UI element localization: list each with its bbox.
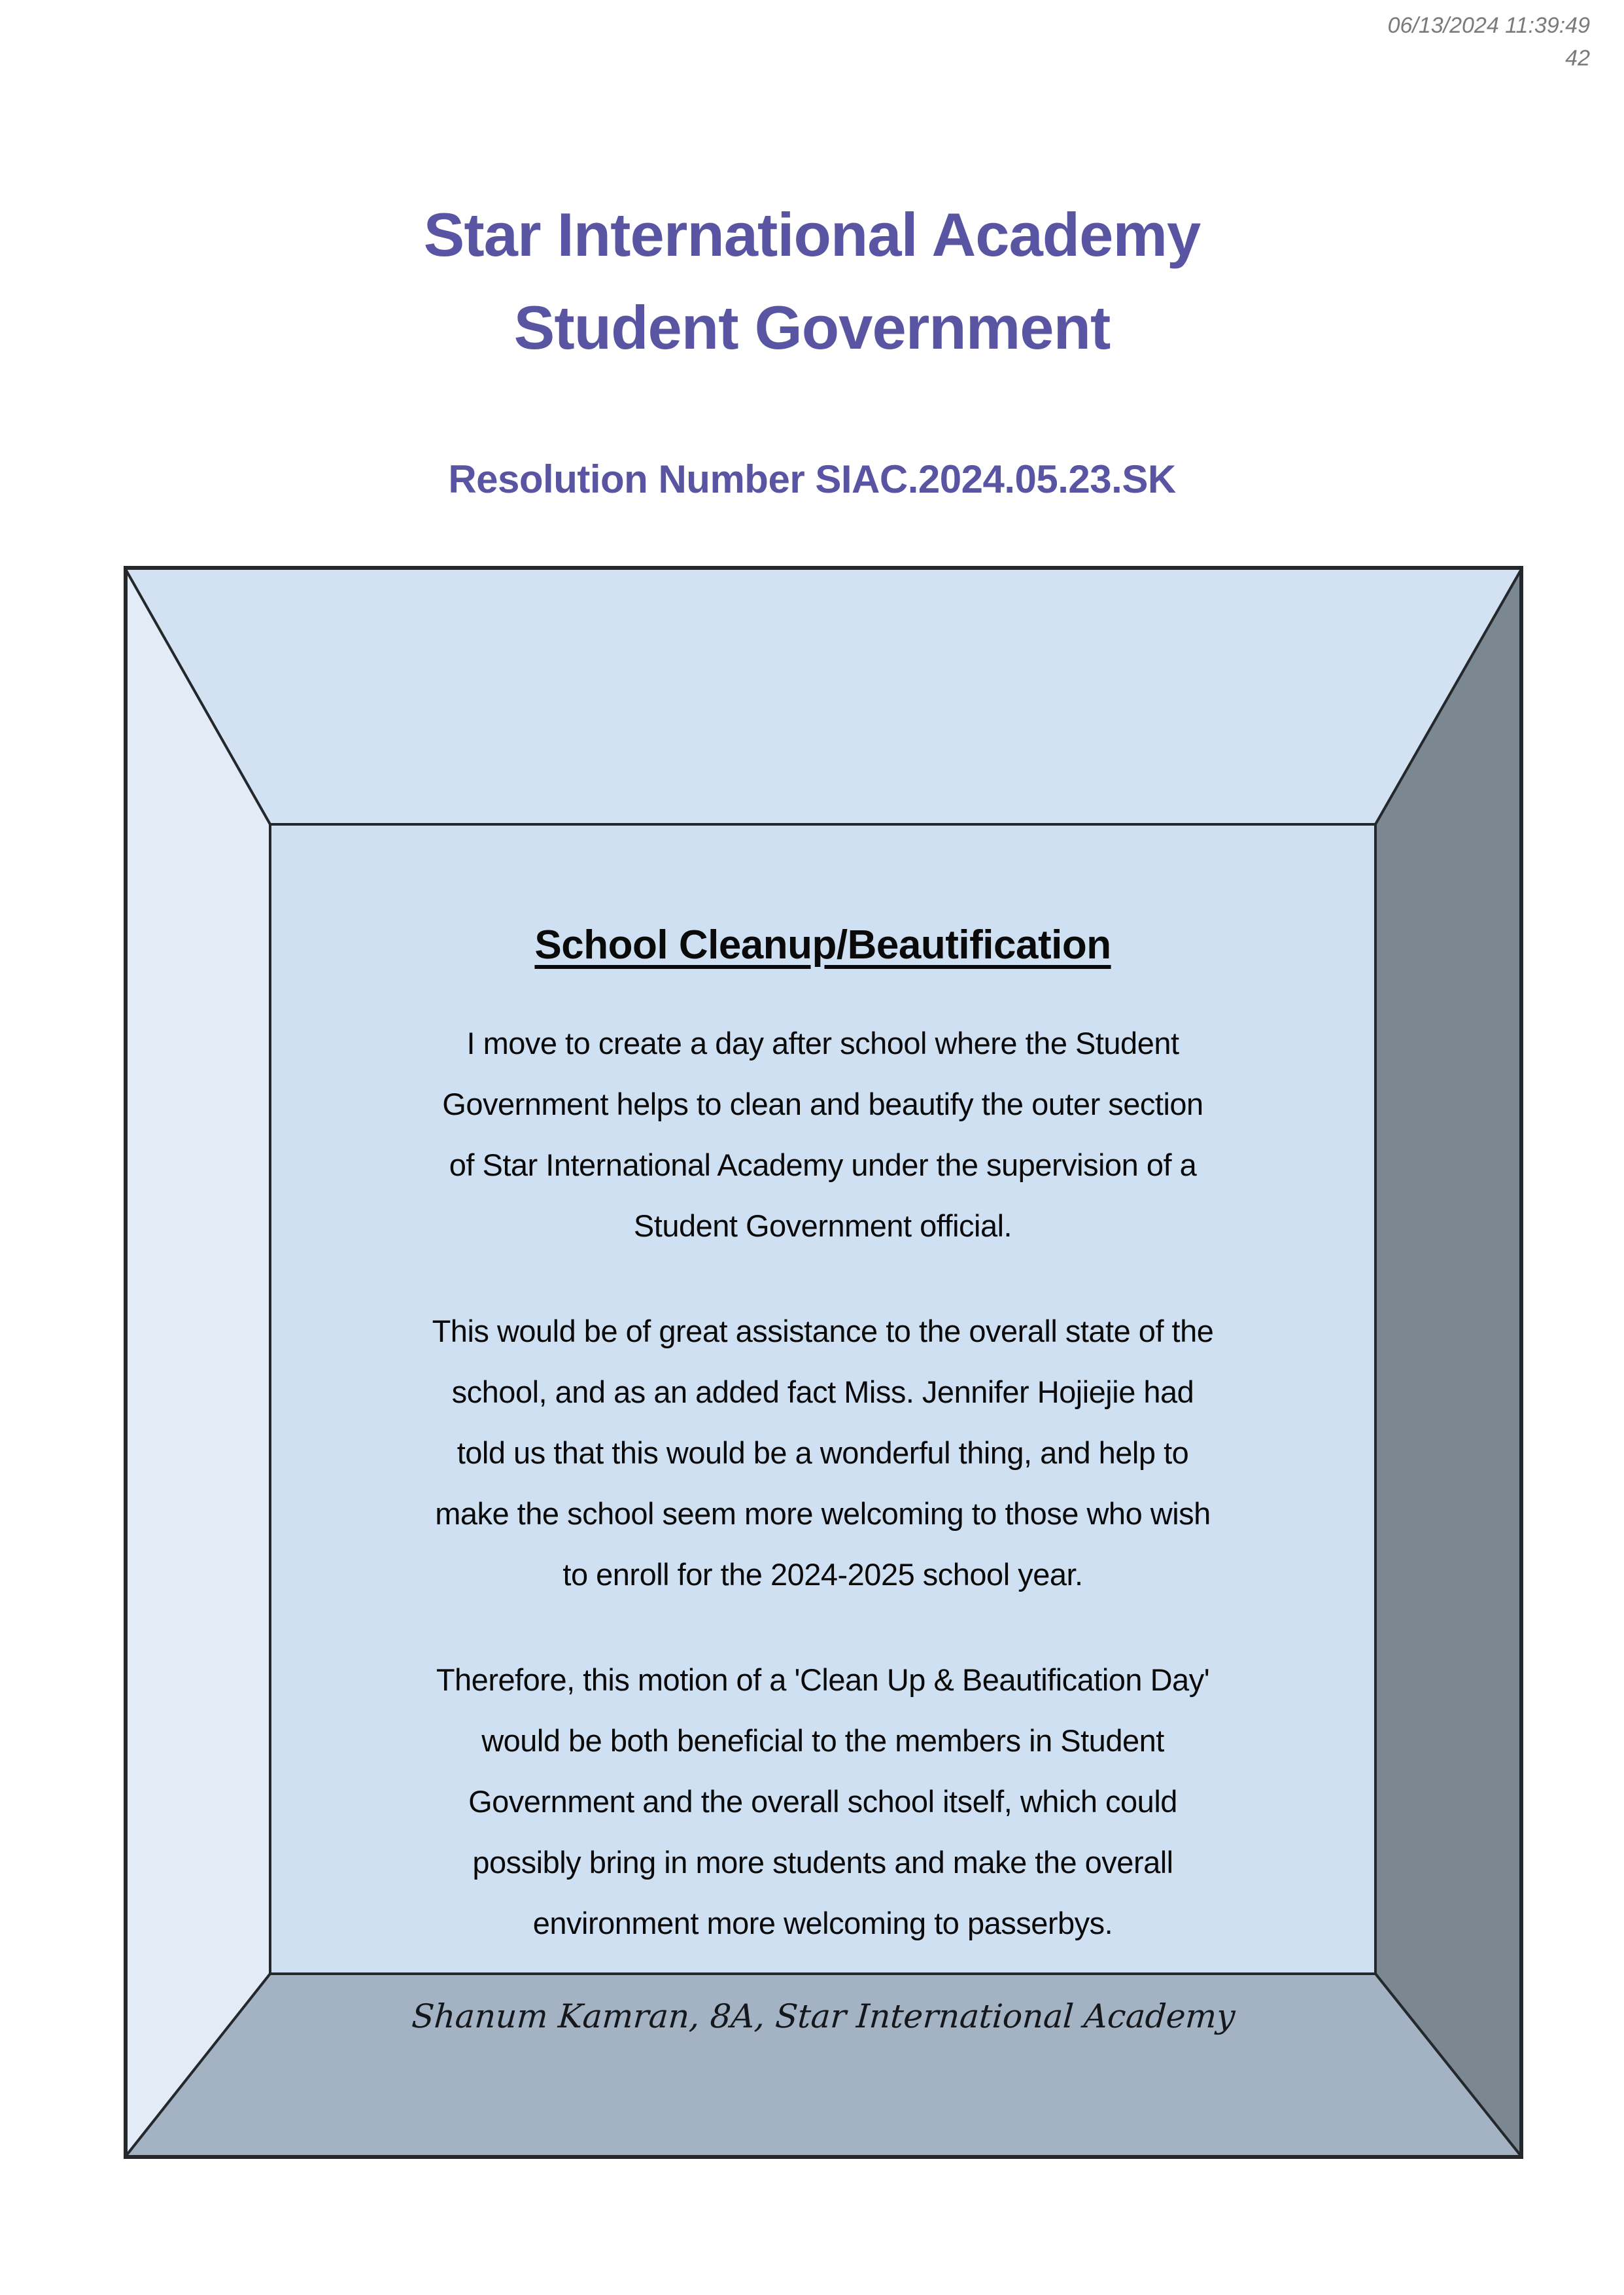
frame-bevel-right — [1375, 566, 1523, 2159]
page-title — [0, 188, 1624, 374]
paragraph-2-line: school, and as an added fact Miss. Jennifer Hojiejie had — [451, 1375, 1194, 1409]
paragraph-3-line: possibly bring in more students and make the overall — [472, 1845, 1173, 1880]
print-header — [1388, 9, 1590, 75]
paragraph-1-line: of Star International Academy under the supervision of a — [449, 1148, 1197, 1182]
paragraph-1-line: I move to create a day after school where the Student — [466, 1026, 1179, 1060]
paragraph-2-line: to enroll for the 2024-2025 school year. — [562, 1557, 1083, 1592]
beveled-frame — [124, 566, 1523, 2159]
paragraph-3-line: would be both beneficial to the members in Student — [481, 1723, 1164, 1758]
page-number: 42 — [1565, 46, 1590, 71]
panel-heading: School Cleanup/Beautification — [534, 922, 1111, 968]
paragraph-1-line: Government helps to clean and beautify the outer section — [442, 1087, 1203, 1121]
paragraph-2-line: make the school seem more welcoming to those who wish — [435, 1496, 1211, 1531]
page-title-line2: Student Government — [513, 293, 1111, 362]
paragraph-3-line: Government and the overall school itself, which could — [468, 1784, 1177, 1819]
frame-bevel-left — [124, 566, 270, 2159]
paragraph-2-line: This would be of great assistance to the overall state of the — [432, 1314, 1214, 1348]
paragraph-2 — [270, 1301, 1375, 1605]
paragraph-1 — [270, 1013, 1375, 1256]
resolution-number: Resolution Number SIAC.2024.05.23.SK — [448, 457, 1176, 501]
print-timestamp: 06/13/2024 11:39:49 — [1387, 13, 1590, 38]
paragraph-1-line: Student Government official. — [633, 1208, 1012, 1243]
signature-line: Shanum Kamran, 8A, Star International Academy — [410, 1997, 1237, 2035]
paragraph-2-line: told us that this would be a wonderful thing, and help to — [457, 1435, 1189, 1470]
paragraph-3 — [270, 1649, 1375, 1953]
paragraph-3-line: Therefore, this motion of a 'Clean Up & Beautification Day' — [436, 1662, 1210, 1697]
paragraph-3-line: environment more welcoming to passerbys. — [532, 1906, 1113, 1940]
page-title-line1: Star International Academy — [423, 200, 1201, 269]
panel-content — [270, 824, 1375, 1974]
frame-bevel-top — [124, 566, 1523, 824]
